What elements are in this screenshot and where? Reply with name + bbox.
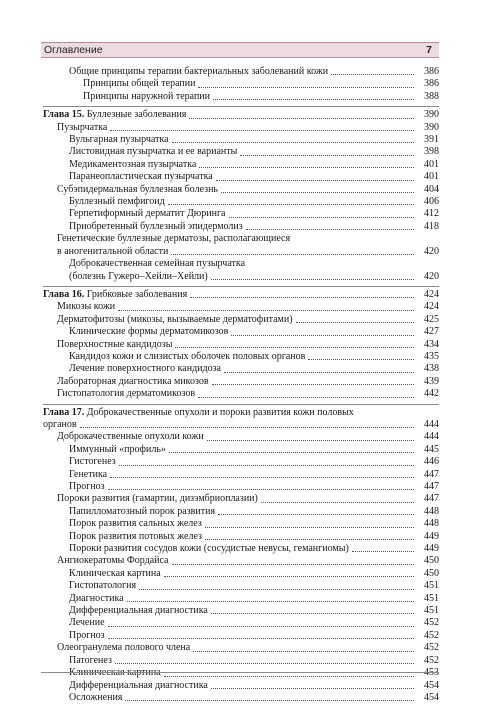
toc-entry-title: Лечение поверхностного кандидоза bbox=[69, 363, 221, 375]
toc-entry-title: Гистопатология bbox=[69, 580, 137, 592]
toc-entry-title: Вульгарная пузырчатка bbox=[69, 134, 169, 146]
toc-entry[interactable] bbox=[43, 630, 439, 642]
toc-entry-title: Буллезные заболевания bbox=[86, 109, 187, 121]
dot-leader bbox=[80, 427, 414, 428]
toc-entry[interactable] bbox=[43, 456, 439, 468]
toc-page-number: 434 bbox=[424, 338, 439, 350]
toc-entry-title: Папилломатозный порок развития bbox=[69, 505, 216, 517]
dot-leader bbox=[308, 359, 414, 360]
toc-page-number: 390 bbox=[424, 109, 439, 121]
dot-leader bbox=[331, 74, 414, 75]
toc-page-number: 454 bbox=[424, 679, 439, 691]
toc-entry[interactable] bbox=[43, 196, 439, 208]
toc-page-number: 390 bbox=[424, 121, 439, 133]
toc-entry-title: Пузырчатка bbox=[57, 121, 108, 133]
toc-page-number: 420 bbox=[424, 270, 439, 282]
toc-entry-title: Гистопатология дерматомикозов bbox=[57, 388, 196, 400]
toc-entry[interactable] bbox=[43, 78, 439, 90]
dot-leader bbox=[110, 130, 414, 131]
toc-page-number: 449 bbox=[424, 530, 439, 542]
toc-entry[interactable] bbox=[43, 171, 439, 183]
dot-leader bbox=[199, 167, 414, 168]
toc-entry-title: Прогноз bbox=[69, 481, 105, 492]
dot-leader bbox=[119, 465, 414, 466]
toc-entry-title: Дифференциальная диагностика bbox=[69, 679, 208, 691]
toc-entry-title: Приобретенный буллезный эпидермолиз bbox=[69, 220, 243, 232]
toc-entry-title: Дифференциальная диагностика bbox=[69, 605, 208, 617]
toc-page-number: 406 bbox=[424, 196, 439, 208]
toc-entry[interactable] bbox=[43, 605, 439, 617]
dot-leader bbox=[198, 87, 414, 88]
dot-leader bbox=[115, 663, 414, 664]
toc-entry[interactable] bbox=[43, 91, 439, 103]
dot-leader bbox=[189, 118, 414, 119]
toc-entry[interactable] bbox=[43, 301, 439, 313]
toc-entry-title: Субэпидермальная буллезная болезнь bbox=[57, 183, 218, 195]
toc-entry-title: (болезнь Гужеро–Хейли–Хейли) bbox=[69, 270, 208, 282]
toc-entry-title: Ангиокератомы Фордайса bbox=[57, 555, 169, 567]
toc-page-number: 453 bbox=[424, 667, 439, 679]
toc-page-number: 442 bbox=[424, 388, 439, 400]
toc-page-number: 451 bbox=[424, 605, 439, 617]
toc-page-number: 447 bbox=[424, 481, 439, 492]
toc-entry[interactable] bbox=[43, 66, 439, 78]
section-divider bbox=[43, 286, 439, 287]
toc-entry-title: Диагностика bbox=[69, 592, 124, 604]
toc-entry-title: Общие принципы терапии бактериальных заболеваний кожи bbox=[69, 66, 329, 77]
toc-page-number: 445 bbox=[424, 443, 439, 455]
toc-entry[interactable] bbox=[43, 363, 439, 375]
toc-page-number: 452 bbox=[424, 629, 439, 641]
dot-leader bbox=[118, 310, 414, 311]
dot-leader bbox=[205, 539, 414, 540]
dot-leader bbox=[110, 477, 414, 478]
toc-entry[interactable] bbox=[43, 543, 439, 555]
toc-entry-title: Герпетиформный дерматит Дюринга bbox=[69, 208, 226, 220]
dot-leader bbox=[172, 142, 414, 143]
dot-leader bbox=[211, 688, 414, 689]
toc-entry-title: Генетика bbox=[69, 468, 108, 480]
chapter-label: Глава 16. bbox=[43, 288, 85, 300]
toc-entry[interactable] bbox=[43, 667, 439, 679]
toc-page-number: 404 bbox=[424, 183, 439, 195]
toc-entry-title: Принципы общей терапии bbox=[83, 78, 196, 90]
dot-leader bbox=[205, 527, 414, 528]
toc-page-number: 452 bbox=[424, 642, 439, 654]
toc-page-number: 439 bbox=[424, 375, 439, 387]
toc-page-number: 398 bbox=[424, 146, 439, 158]
toc-entry-title: органов bbox=[43, 418, 77, 430]
toc-entry[interactable] bbox=[43, 481, 439, 493]
toc-entry-title: Доброкачественные опухоли кожи bbox=[57, 431, 204, 443]
dot-leader bbox=[139, 589, 414, 590]
toc-entry-title: Иммунный «профиль» bbox=[69, 443, 166, 455]
toc-page-number: 452 bbox=[424, 654, 439, 666]
toc-entry[interactable] bbox=[43, 146, 439, 158]
toc-page-number: 435 bbox=[424, 350, 439, 362]
toc-page-number: 448 bbox=[424, 518, 439, 530]
chapter-label: Глава 15. bbox=[43, 109, 85, 121]
toc-entry-title: Клиническая картина bbox=[69, 667, 161, 679]
dot-leader bbox=[207, 440, 414, 441]
toc-page-number: 401 bbox=[424, 171, 439, 183]
section-divider bbox=[43, 106, 439, 107]
toc-entry-title: Прогноз bbox=[69, 629, 105, 641]
toc-entry[interactable] bbox=[43, 339, 439, 351]
toc-entry-title: Медикаментозная пузырчатка bbox=[69, 158, 197, 170]
dot-leader bbox=[211, 279, 414, 280]
dot-leader bbox=[218, 514, 414, 515]
dot-leader bbox=[296, 322, 414, 323]
toc-entry[interactable] bbox=[43, 314, 439, 326]
toc-entry[interactable] bbox=[43, 617, 439, 629]
toc-entry-title: Листовидная пузырчатка и ее варианты bbox=[69, 146, 238, 158]
table-of-contents bbox=[43, 66, 439, 704]
dot-leader bbox=[168, 204, 414, 205]
dot-leader bbox=[171, 254, 414, 255]
dot-leader bbox=[229, 217, 415, 218]
toc-entry-title: Паранеопластическая пузырчатка bbox=[69, 171, 213, 183]
dot-leader bbox=[231, 335, 414, 336]
toc-entry[interactable] bbox=[43, 580, 439, 592]
toc-page-number: 450 bbox=[424, 567, 439, 579]
toc-page-number: 447 bbox=[424, 468, 439, 480]
toc-entry[interactable] bbox=[43, 376, 439, 388]
dot-leader bbox=[125, 700, 414, 701]
dot-leader bbox=[246, 229, 414, 230]
toc-entry[interactable] bbox=[43, 680, 439, 692]
toc-entry[interactable] bbox=[43, 221, 439, 233]
dot-leader bbox=[198, 397, 414, 398]
toc-page-number: 425 bbox=[424, 313, 439, 325]
toc-page-number: 424 bbox=[424, 288, 439, 300]
toc-entry[interactable] bbox=[43, 555, 439, 567]
toc-entry-title: Порок развития потовых желез bbox=[69, 530, 202, 542]
chapter-label: Глава 17. bbox=[43, 406, 85, 418]
dot-leader bbox=[240, 155, 414, 156]
toc-entry-title: Микозы кожи bbox=[57, 301, 116, 313]
dot-leader bbox=[164, 576, 414, 577]
toc-page-number: 448 bbox=[424, 505, 439, 517]
toc-page-number: 391 bbox=[424, 134, 439, 146]
dot-leader bbox=[175, 347, 414, 348]
toc-page-number: 451 bbox=[424, 592, 439, 604]
toc-entry-title: Лечение bbox=[69, 617, 105, 629]
dot-leader bbox=[164, 676, 414, 677]
toc-entry-title: Порок развития сальных желез bbox=[69, 518, 202, 530]
toc-entry-title-line1: Доброкачественные опухоли и пороки развития кожи половых bbox=[86, 406, 354, 418]
toc-page-number: 424 bbox=[424, 301, 439, 313]
page-number: 7 bbox=[426, 44, 432, 56]
toc-entry-title: Дерматофитозы (микозы, вызываемые дерматофитами) bbox=[57, 313, 293, 325]
toc-chapter-entry[interactable] bbox=[43, 289, 439, 301]
toc-entry[interactable] bbox=[43, 444, 439, 456]
toc-entry-title-line1: Доброкачественная семейная пузырчатка bbox=[69, 258, 246, 270]
toc-entry[interactable] bbox=[43, 388, 439, 400]
toc-entry[interactable] bbox=[43, 326, 439, 338]
dot-leader bbox=[352, 551, 414, 552]
toc-entry[interactable] bbox=[43, 184, 439, 196]
toc-page-number: 388 bbox=[424, 90, 439, 102]
toc-entry-title: Грибковые заболевания bbox=[86, 288, 188, 300]
dot-leader bbox=[172, 564, 415, 565]
toc-entry-title: Поверхностные кандидозы bbox=[57, 338, 173, 350]
toc-entry-title: Олеогранулема полового члена bbox=[57, 642, 191, 654]
toc-page-number: 438 bbox=[424, 363, 439, 375]
toc-entry-title: Клиническая картина bbox=[69, 567, 161, 579]
toc-entry[interactable] bbox=[43, 469, 439, 481]
section-divider bbox=[43, 404, 439, 405]
dot-leader bbox=[213, 99, 414, 100]
running-header bbox=[41, 42, 439, 58]
toc-entry[interactable] bbox=[43, 159, 439, 171]
toc-entry[interactable] bbox=[43, 431, 439, 443]
dot-leader bbox=[193, 651, 414, 652]
dot-leader bbox=[221, 192, 414, 193]
toc-chapter-entry[interactable] bbox=[43, 109, 439, 121]
toc-entry-title: Гистогенез bbox=[69, 456, 116, 468]
toc-entry[interactable] bbox=[43, 655, 439, 667]
toc-page-number: 454 bbox=[424, 691, 439, 703]
toc-page-number: 452 bbox=[424, 617, 439, 629]
toc-entry-title: Пороки развития (гамартии, дизэмбриоплазии) bbox=[57, 493, 258, 505]
toc-page-number: 418 bbox=[424, 220, 439, 232]
toc-page-number: 412 bbox=[424, 208, 439, 220]
toc-page-number: 447 bbox=[424, 493, 439, 505]
toc-entry[interactable] bbox=[43, 258, 439, 283]
toc-entry[interactable] bbox=[43, 351, 439, 363]
toc-entry-title: Буллезный пемфигоид bbox=[69, 196, 165, 208]
toc-entry[interactable] bbox=[43, 642, 439, 654]
toc-entry[interactable] bbox=[43, 568, 439, 580]
toc-page-number: 386 bbox=[424, 66, 439, 77]
toc-page-number: 444 bbox=[424, 418, 439, 430]
dot-leader bbox=[212, 384, 414, 385]
dot-leader bbox=[108, 489, 414, 490]
toc-page-number: 446 bbox=[424, 456, 439, 468]
toc-entry[interactable] bbox=[43, 208, 439, 220]
toc-entry[interactable] bbox=[43, 506, 439, 518]
dot-leader bbox=[108, 638, 414, 639]
dot-leader bbox=[190, 297, 414, 298]
toc-entry[interactable] bbox=[43, 233, 439, 258]
toc-entry-title: в аногенитальной области bbox=[57, 245, 169, 257]
toc-page-number: 450 bbox=[424, 555, 439, 567]
toc-entry[interactable] bbox=[43, 593, 439, 605]
dot-leader bbox=[108, 626, 414, 627]
toc-page-number: 444 bbox=[424, 431, 439, 443]
toc-entry[interactable] bbox=[43, 518, 439, 530]
toc-entry-title-line1: Генетические буллезные дерматозы, располагающиеся bbox=[57, 233, 291, 245]
dot-leader bbox=[261, 502, 414, 503]
toc-entry-title: Пороки развития сосудов кожи (сосудистые невусы, гемангиомы) bbox=[69, 543, 349, 555]
bottom-rule bbox=[41, 672, 439, 673]
toc-page-number: 420 bbox=[424, 245, 439, 257]
toc-entry[interactable] bbox=[43, 122, 439, 134]
toc-entry-title: Осложнения bbox=[69, 691, 123, 703]
toc-page-number: 401 bbox=[424, 158, 439, 170]
toc-entry[interactable] bbox=[43, 134, 439, 146]
toc-entry-title: Кандидоз кожи и слизистых оболочек половых органов bbox=[69, 350, 306, 362]
toc-entry[interactable] bbox=[43, 692, 439, 704]
toc-chapter-entry[interactable] bbox=[43, 407, 439, 432]
toc-page-number: 427 bbox=[424, 326, 439, 338]
dot-leader bbox=[224, 372, 414, 373]
dot-leader bbox=[216, 180, 414, 181]
toc-entry[interactable] bbox=[43, 531, 439, 543]
running-header-title: Оглавление bbox=[44, 44, 103, 56]
dot-leader bbox=[127, 601, 414, 602]
toc-entry-title: Принципы наружной терапии bbox=[83, 90, 211, 102]
toc-entry-title: Клинические формы дерматомикозов bbox=[69, 326, 229, 338]
toc-page-number: 449 bbox=[424, 543, 439, 555]
toc-entry-title: Лабораторная диагностика микозов bbox=[57, 375, 209, 387]
toc-page-number: 451 bbox=[424, 580, 439, 592]
toc-page-number: 386 bbox=[424, 78, 439, 90]
toc-entry[interactable] bbox=[43, 493, 439, 505]
dot-leader bbox=[169, 452, 414, 453]
dot-leader bbox=[211, 613, 414, 614]
toc-entry-title: Патогенез bbox=[69, 654, 112, 666]
